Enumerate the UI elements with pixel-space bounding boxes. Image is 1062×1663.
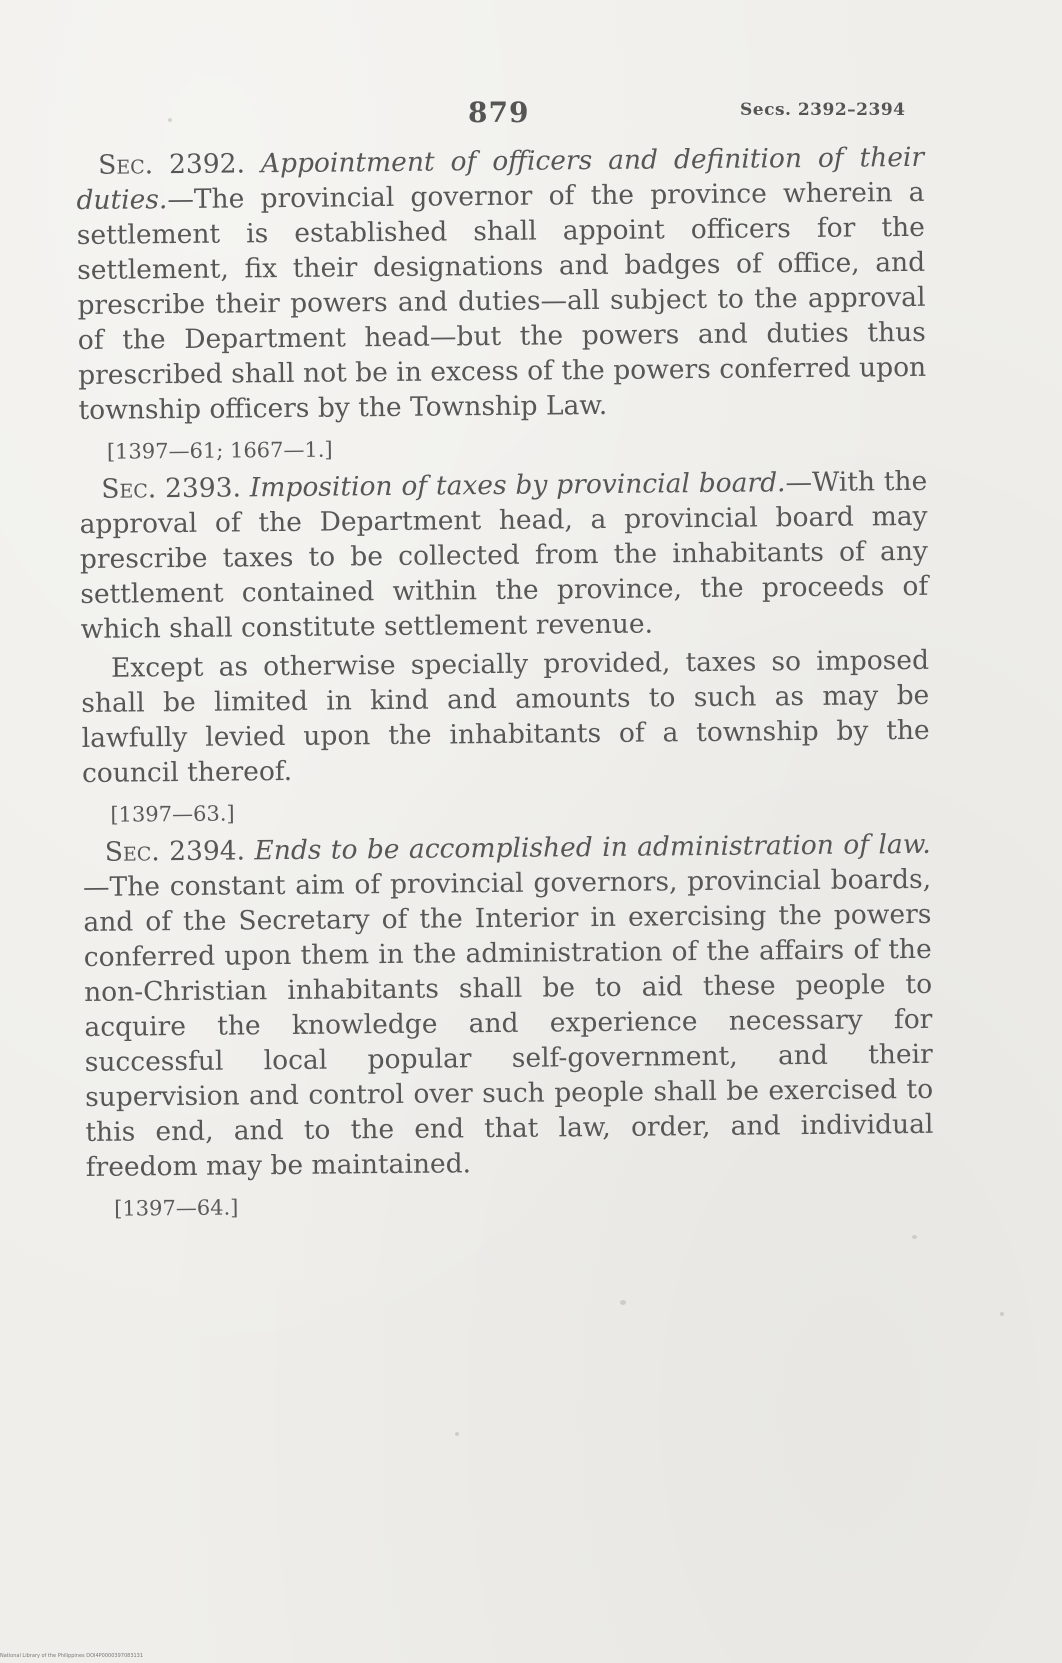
section-label: Sec. 2393. <box>101 472 242 505</box>
citation: [1397—63.] <box>110 801 235 827</box>
scan-stamp: National Library of the Philippines DOI4P0000397083131 <box>0 1653 144 1659</box>
paper-speck <box>168 118 172 122</box>
paper-speck <box>912 1235 917 1239</box>
section-2394 <box>83 827 934 1185</box>
section-body: —The provincial governor of the province wherein a settlement is established shall appoint officers for the settlement, fix their designations and badges of office, and prescribe their powers and duties—all subject to the approval of the Department head—but the powers and duties thus prescribed shall not be in excess of the powers conferred upon township officers by the Township Law. <box>76 176 927 426</box>
citation: [1397—61; 1667—1.] <box>106 437 333 464</box>
page-number: 879 <box>468 96 530 129</box>
section-label: Sec. 2392. <box>98 148 246 181</box>
body-text <box>76 140 934 1229</box>
paper-speck <box>620 1300 626 1305</box>
section-paragraph: Except as otherwise specially provided, taxes so imposed shall be limited in kind and amounts to such as may be lawfully levied upon the inhabitants of a township by the council thereof. <box>81 644 930 789</box>
section-body: —With the approval of the Department head, a provincial board may prescribe taxes to be collected from the inhabitants of any settlement contained within the province, the proceeds of which shall constitute settlement revenue. <box>79 465 929 645</box>
paper-speck <box>455 1432 459 1436</box>
section-body: —The constant aim of provincial governors, provincial boards, and of the Secretary of the Interior in exercising the powers conferred upon them in the administration of the affairs of the non-Christian inhabitants shall be to aid these people to acquire the knowledge and experience necessary for successful local popular self-government, and their supervision and control over such people shall be exercised to this end, and to the end that law, order, and individual freedom may be maintained. <box>82 863 934 1183</box>
running-head: Secs. 2392–2394 <box>740 100 906 120</box>
section-title: Ends to be accomplished in administration of law. <box>254 828 931 867</box>
section-2393 <box>79 464 929 647</box>
paper-speck <box>1000 1312 1004 1316</box>
section-label: Sec. 2394. <box>104 835 246 868</box>
section-2392 <box>76 140 927 428</box>
citation: [1397—64.] <box>114 1195 239 1221</box>
section-title: Appointment of officers and definition of their duties. <box>76 141 925 216</box>
section-title: Imposition of taxes by provincial board. <box>249 467 786 504</box>
